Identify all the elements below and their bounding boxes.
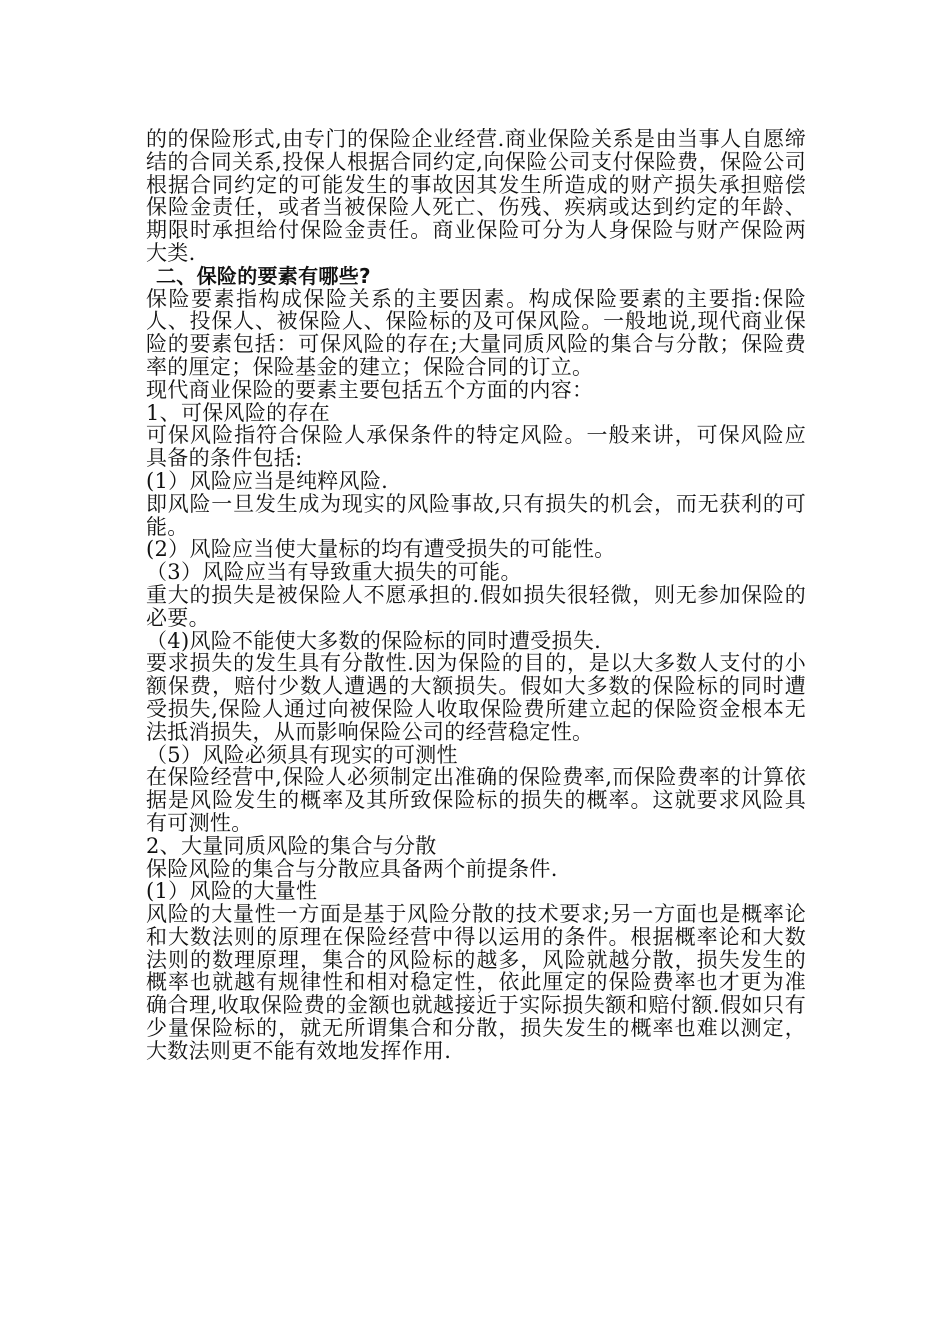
subheading-insurable-risk: 1、可保风险的存在 [146, 400, 331, 425]
paragraph-pooling-prerequisites: 保险风险的集合与分散应具备两个前提条件. [146, 856, 558, 881]
condition-4: （4)风险不能使大多数的保险标的同时遭受损失. [146, 628, 602, 653]
condition-1: (1）风险应当是纯粹风险. [146, 468, 389, 493]
condition-5: （5）风险必须具有现实的可测性 [146, 742, 458, 767]
paragraph-commercial-insurance: 的的保险形式,由专门的保险企业经营.商业保险关系是由当事人自愿缔结的合同关系,投保人根据合同约定,向保险公司支付保险费，保险公司根据合同约定的可能发生的事故因其发生所造成的财产损失承担赔偿保险金责任，或者当被保险人死亡、伤残、疾病或达到约定的年龄、期限时承担给付保险金责任。商业保险可分为人身保险与财产保险两大类. [146, 127, 806, 265]
paragraph-condition-1: 即风险一旦发生成为现实的风险事故,只有损失的机会，而无获利的可能。 [146, 491, 806, 539]
paragraph-risk-volume: 风险的大量性一方面是基于风险分散的技术要求;另一方面也是概率论和大数法则的原理在保险经营中得以运用的条件。根据概率论和大数法则的数理原理，集合的风险标的越多，风险就越分散，损失发生的概率也就越有规律性和相对稳定性，依此厘定的保险费率也才更为准确合理,收取保险费的金额也就越接近于实际损失额和赔付额.假如只有少量保险标的，就无所谓集合和分散，损失发生的概率也难以测定，大数法则更不能有效地发挥作用. [146, 902, 806, 1063]
paragraph-condition-3: 重大的损失是被保险人不愿承担的.假如损失很轻微，则无参加保险的必要。 [146, 582, 806, 630]
paragraph-insurable-risk: 可保风险指符合保险人承保条件的特定风险。一般来讲，可保风险应具备的条件包括: [146, 423, 806, 471]
paragraph-condition-5: 在保险经营中,保险人必须制定出准确的保险费率,而保险费率的计算依据是风险发生的概率及其所致保险标的损失的概率。这就要求风险具有可测性。 [146, 765, 806, 835]
section-heading-insurance-elements: 二、保险的要素有哪些? [156, 263, 371, 288]
paragraph-condition-4: 要求损失的发生具有分散性.因为保险的目的，是以大多数人支付的小额保费，赔付少数人遭遇的大额损失。假如大多数的保险标的同时遭受损失,保险人通过向被保险人收取保险费所建立起的保险资金根本无法抵消损失，从而影响保险公司的经营稳定性。 [146, 651, 806, 744]
paragraph-five-aspects: 现代商业保险的要素主要包括五个方面的内容： [146, 377, 594, 402]
paragraph-elements-definition: 保险要素指构成保险关系的主要因素。构成保险要素的主要指:保险人、投保人、被保险人、保险标的及可保风险。一般地说,现代商业保险的要素包括：可保风险的存在;大量同质风险的集合与分散；保险费率的厘定；保险基金的建立；保险合同的订立。 [146, 286, 806, 379]
document-body [146, 128, 806, 1063]
subheading-risk-pooling: 2、大量同质风险的集合与分散 [146, 833, 437, 858]
condition-3: （3）风险应当有导致重大损失的可能。 [146, 560, 522, 585]
condition-2: (2）风险应当使大量标的均有遭受损失的可能性。 [146, 537, 616, 562]
condition-risk-volume: (1）风险的大量性 [146, 879, 318, 904]
